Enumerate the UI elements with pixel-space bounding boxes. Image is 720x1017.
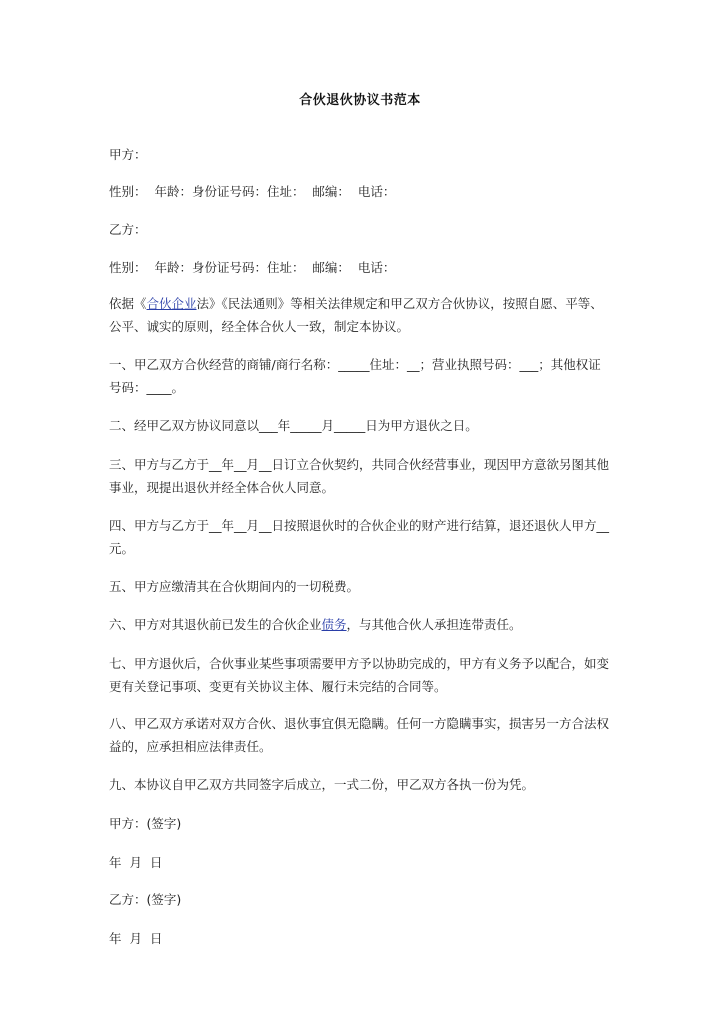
party-b-info: 性别： 年龄：身份证号码：住址： 邮编： 电话： xyxy=(109,260,396,275)
clause-2: 二、经甲乙双方协议同意以___年_____月_____日为甲方退伙之日。 xyxy=(109,418,478,433)
signature-party-b: 乙方：(签字) xyxy=(109,892,182,907)
document-title: 合伙退伙协议书范本 xyxy=(299,93,421,108)
preamble: 依据《合伙企业法》《民法通则》等相关法律规定和甲乙双方合伙协议，按照自愿、平等、 公平、诚实的原则，经全体合伙人一致，制定本协议。 xyxy=(109,296,603,334)
date-party-b: 年 月 日 xyxy=(109,931,163,946)
link-debts[interactable]: 债务 xyxy=(321,617,347,632)
clause-6: 六、甲方对其退伙前已发生的合伙企业债务，与其他合伙人承担连带责任。 xyxy=(109,617,522,632)
clause-1: 一、甲乙双方合伙经营的商铺/商行名称：_____住址：__；营业执照号码：___；其他权证 号码：____。 xyxy=(109,357,601,395)
signature-party-a: 甲方：(签字) xyxy=(109,816,182,831)
link-partnership-enterprise[interactable]: 合伙企业 xyxy=(146,296,197,311)
clause-5: 五、甲方应缴清其在合伙期间内的一切税费。 xyxy=(109,579,360,594)
clause-8: 八、甲乙双方承诺对双方合伙、退伙事宜俱无隐瞒。任何一方隐瞒事实，损害另一方合法权 益的，应承担相应法律责任。 xyxy=(109,716,610,754)
party-b-label: 乙方： xyxy=(109,222,147,237)
clause-9: 九、本协议自甲乙双方共同签字后成立，一式二份，甲乙双方各执一份为凭。 xyxy=(109,777,535,792)
party-a-label: 甲方： xyxy=(109,147,147,162)
clause-4: 四、甲方与乙方于__年__月__日按照退伙时的合伙企业的财产进行结算，退还退伙人甲方__ 元。 xyxy=(109,518,610,556)
clause-3: 三、甲方与乙方于__年__月__日订立合伙契约，共同合伙经营事业，现因甲方意欲另图其他 事业，现提出退伙并经全体合伙人同意。 xyxy=(109,457,610,495)
date-party-a: 年 月 日 xyxy=(109,855,163,870)
party-a-info: 性别： 年龄：身份证号码：住址： 邮编： 电话： xyxy=(109,184,396,199)
clause-7: 七、甲方退伙后，合伙事业某些事项需要甲方予以协助完成的，甲方有义务予以配合，如变 更有关登记事项、变更有关协议主体、履行未完结的合同等。 xyxy=(109,656,610,694)
